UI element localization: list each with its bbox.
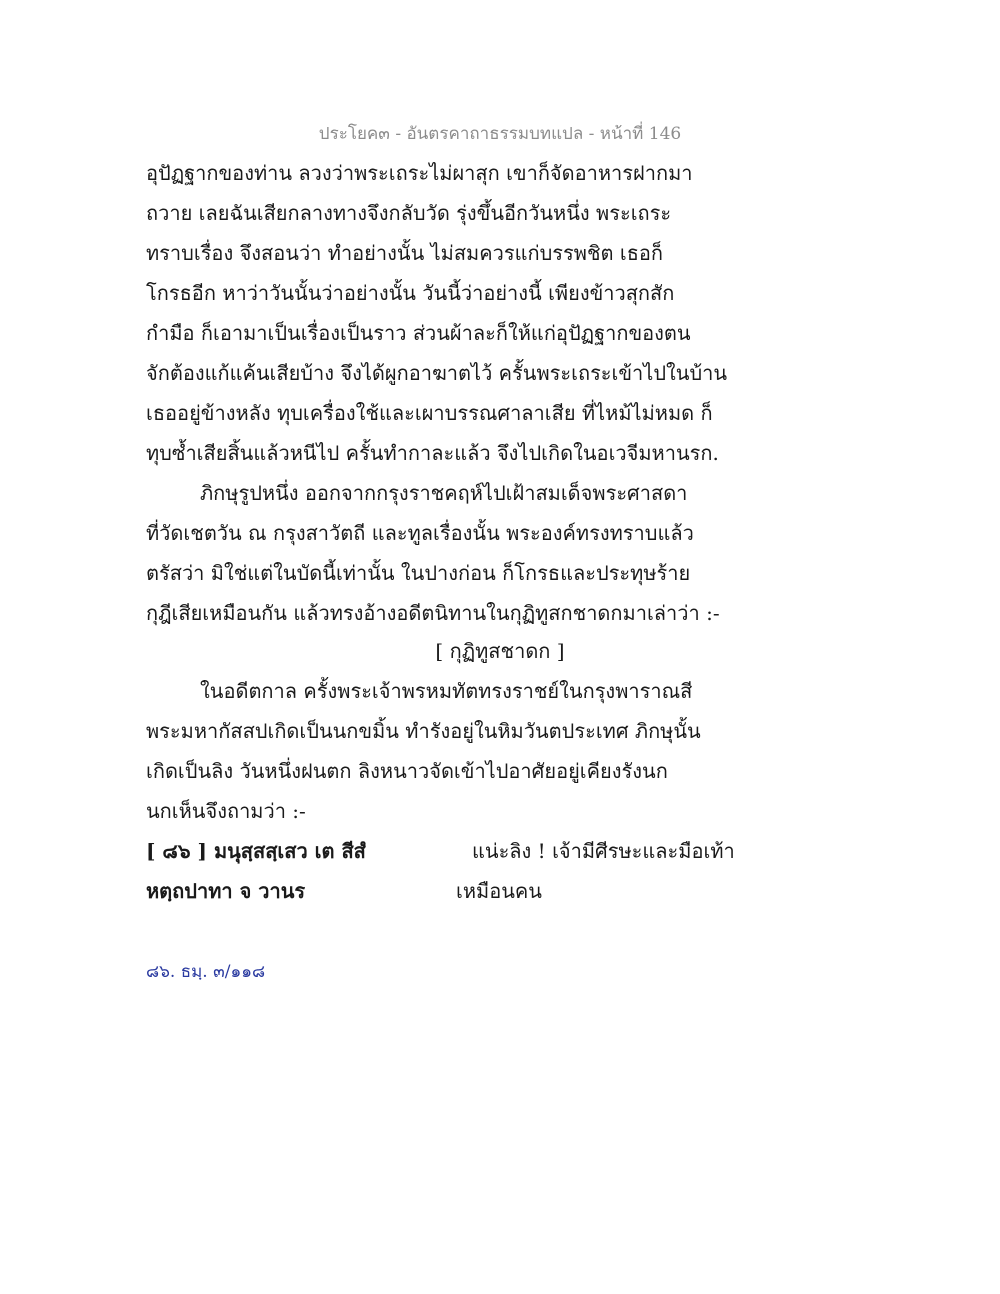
verse-thai-line: แน่ะลิง ! เจ้ามีศีรษะและมือเท้า [472,839,735,863]
text-line: กำมือ ก็เอามาเป็นเรื่องเป็นราว ส่วนผ้าละก็ให้แก่อุปัฏฐากของตน [146,321,691,345]
text-line: พระมหากัสสปเกิดเป็นนกขมิ้น ทำรังอยู่ในหิมวันตประเทศ ภิกษุนั้น [146,719,701,743]
verse-thai-line: เหมือนคน [456,879,542,903]
text-line: อุปัฏฐากของท่าน ลวงว่าพระเถระไม่ผาสุก เขาก็จัดอาหารฝากมา [146,161,693,185]
text-line: ทุบซ้ำเสียสิ้นแล้วหนีไป ครั้นทำกาละแล้ว จึงไปเกิดในอเวจีมหานรก. [146,441,719,465]
verse-pali-line: [ ๘๖ ] มนุสฺสสฺเสว เต สีสํ [146,839,366,863]
text-line: เกิดเป็นลิง วันหนึ่งฝนตก ลิงหนาวจัดเข้าไปอาศัยอยู่เคียงรังนก [146,759,668,783]
jataka-title: [ กุฏิทูสชาดก ] [435,639,565,663]
footnote: ๘๖. ธมฺ. ๓/๑๑๘ [146,962,266,982]
text-line: ภิกษุรูปหนึ่ง ออกจากกรุงราชคฤห์ไปเฝ้าสมเด็จพระศาสดา [200,481,688,505]
text-line: เธออยู่ข้างหลัง ทุบเครื่องใช้และเผาบรรณศาลาเสีย ที่ไหม้ไม่หมด ก็ [146,401,713,425]
text-line: ในอดีตกาล ครั้งพระเจ้าพรหมทัตทรงราชย์ในกรุงพาราณสี [200,679,693,703]
page-header: ประโยค๓ - อันตรคาถาธรรมบทแปล - หน้าที่ 146 [318,124,682,144]
text-line: ที่วัดเชตวัน ณ กรุงสาวัตถี และทูลเรื่องนั้น พระองค์ทรงทราบแล้ว [146,521,694,545]
verse-pali-line: หตฺถปาทา จ วานร [146,879,306,903]
text-line: ถวาย เลยฉันเสียกลางทางจึงกลับวัด รุ่งขึ้นอีกวันหนึ่ง พระเถระ [146,201,672,225]
text-line: ตรัสว่า มิใช่แต่ในบัดนี้เท่านั้น ในปางก่อน ก็โกรธและประทุษร้าย [146,561,691,585]
text-line: นกเห็นจึงถามว่า :- [146,799,306,823]
text-line: กุฎีเสียเหมือนกัน แล้วทรงอ้างอดีตนิทานในกุฏิทูสกชาดกมาเล่าว่า :- [146,601,720,625]
text-line: โกรธอีก หาว่าวันนั้นว่าอย่างนั้น วันนี้ว่าอย่างนี้ เพียงข้าวสุกสัก [146,281,675,305]
text-line: ทราบเรื่อง จึงสอนว่า ทำอย่างนั้น ไม่สมควรแก่บรรพชิต เธอก็ [146,241,664,265]
text-line: จักต้องแก้แค้นเสียบ้าง จึงได้ผูกอาฆาตไว้ ครั้นพระเถระเข้าไปในบ้าน [146,361,728,385]
